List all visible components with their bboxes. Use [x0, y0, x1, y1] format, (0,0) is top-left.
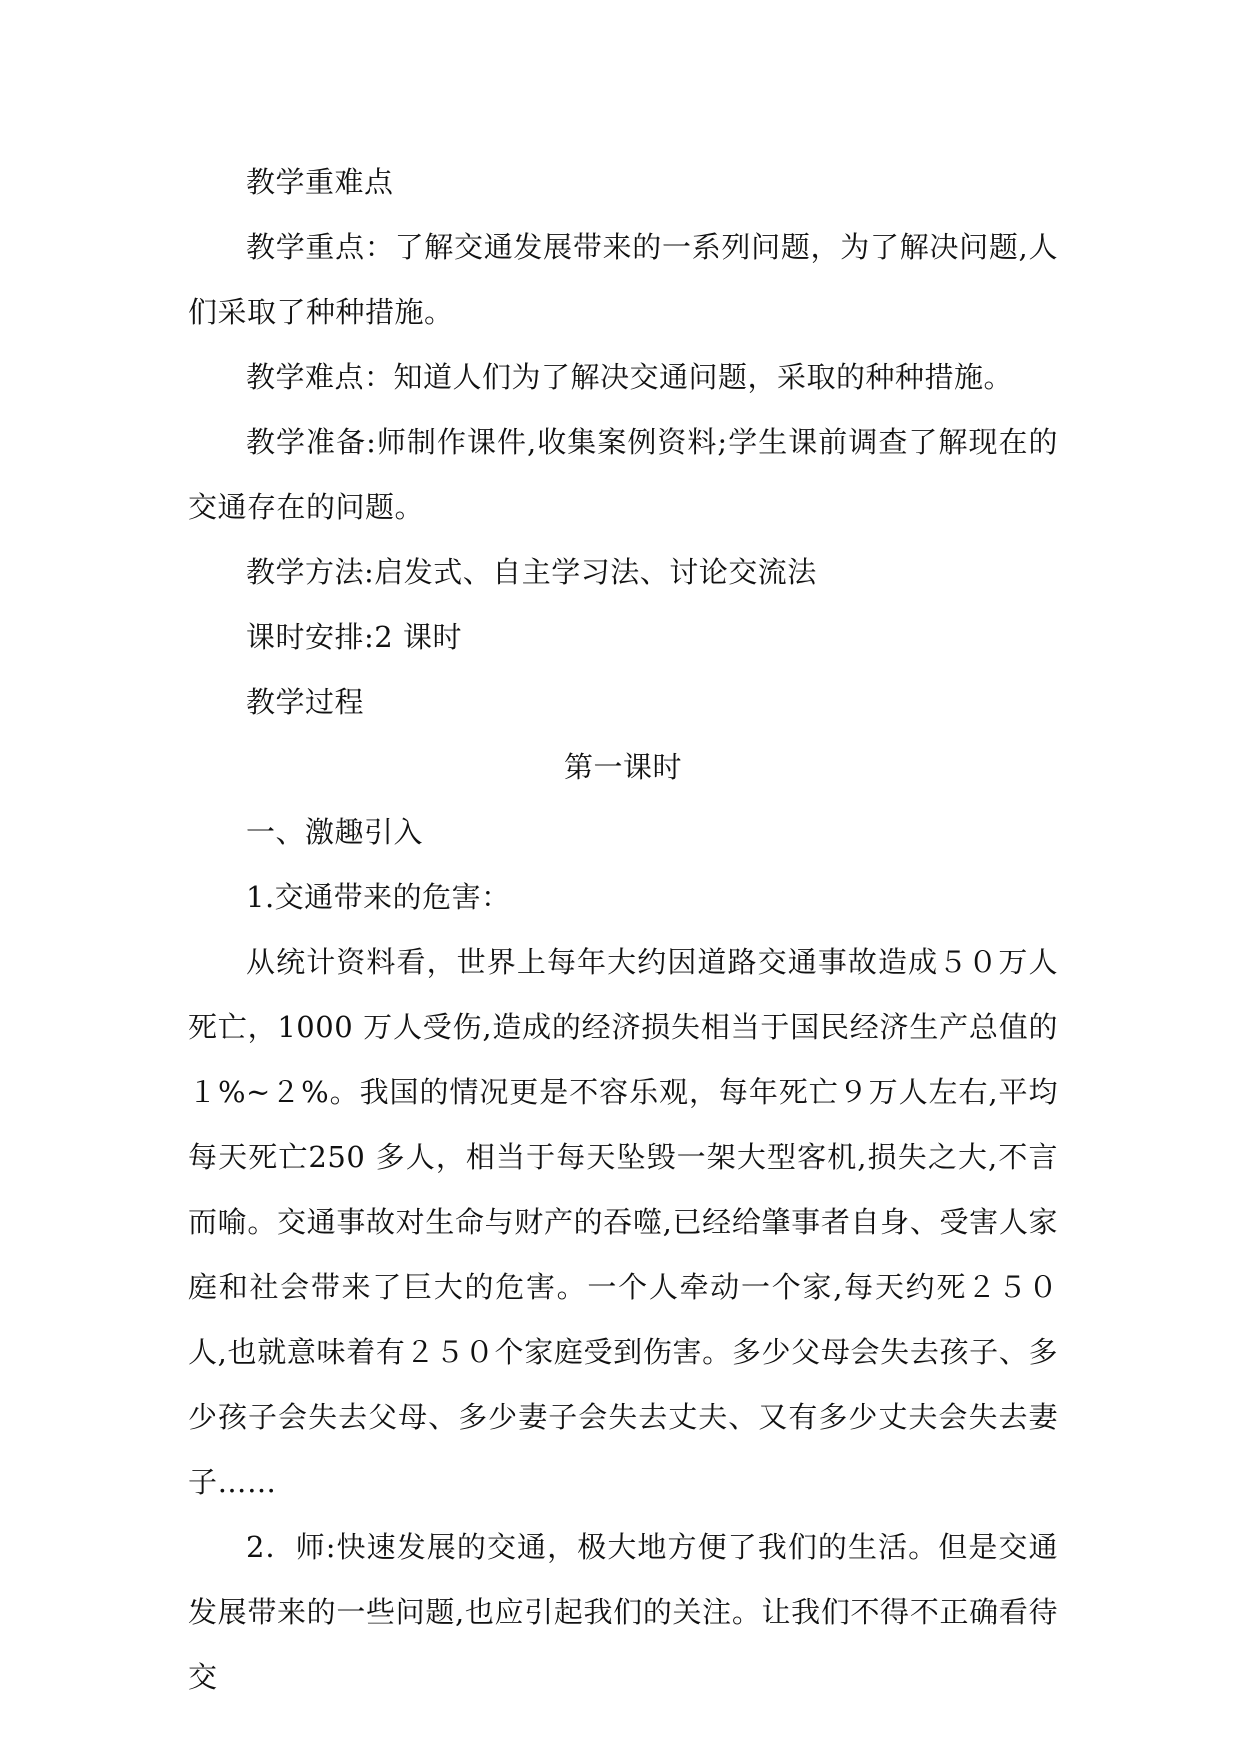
- paragraph-teaching-difficulty: 教学难点：知道人们为了解决交通问题，采取的种种措施。: [246, 360, 1014, 394]
- paragraph-teaching-focus: 教学重点：了解交通发展带来的一系列问题，为了解决问题,人们采取了种种措施。: [188, 230, 1058, 329]
- paragraph-teacher-remark: 2．师:快速发展的交通，极大地方便了我们的生活。但是交通发展带来的一些问题,也应引起我们的关注。让我们不得不正确看待交: [188, 1530, 1058, 1694]
- heading-traffic-hazards: 1.交通带来的危害：: [246, 880, 511, 914]
- heading-teaching-process: 教学过程: [246, 685, 365, 719]
- heading-first-lesson: 第一课时: [563, 750, 682, 784]
- heading-key-difficult-points: 教学重难点: [246, 165, 394, 199]
- paragraph-statistics: 从统计资料看，世界上每年大约因道路交通事故造成５０万人死亡，1000 万人受伤,造成的经济损失相当于国民经济生产总值的１%~２%。我国的情况更是不容乐观，每年死亡９万人左右,平均每天死亡250 多人，相当于每天坠毁一架大型客机,损失之大,不言而喻。交通事故对生命与财产的吞噬,已经给肇事者自身、受害人家庭和社会带来了巨大的危害。一个人牵动一个家,每天约死２５０人,也就意味着有２５０个家庭受到伤害。多少父母会失去孩子、多少孩子会失去父母、多少妻子会失去丈夫、又有多少丈夫会失去妻子……: [188, 945, 1058, 1499]
- heading-section-one: 一、激趣引入: [246, 815, 424, 849]
- paragraph-teaching-method: 教学方法:启发式、自主学习法、讨论交流法: [246, 555, 817, 589]
- document-body: [188, 150, 1058, 1710]
- paragraph-class-arrangement: 课时安排:2 课时: [246, 620, 462, 654]
- paragraph-teaching-preparation: 教学准备:师制作课件,收集案例资料;学生课前调查了解现在的交通存在的问题。: [188, 425, 1058, 524]
